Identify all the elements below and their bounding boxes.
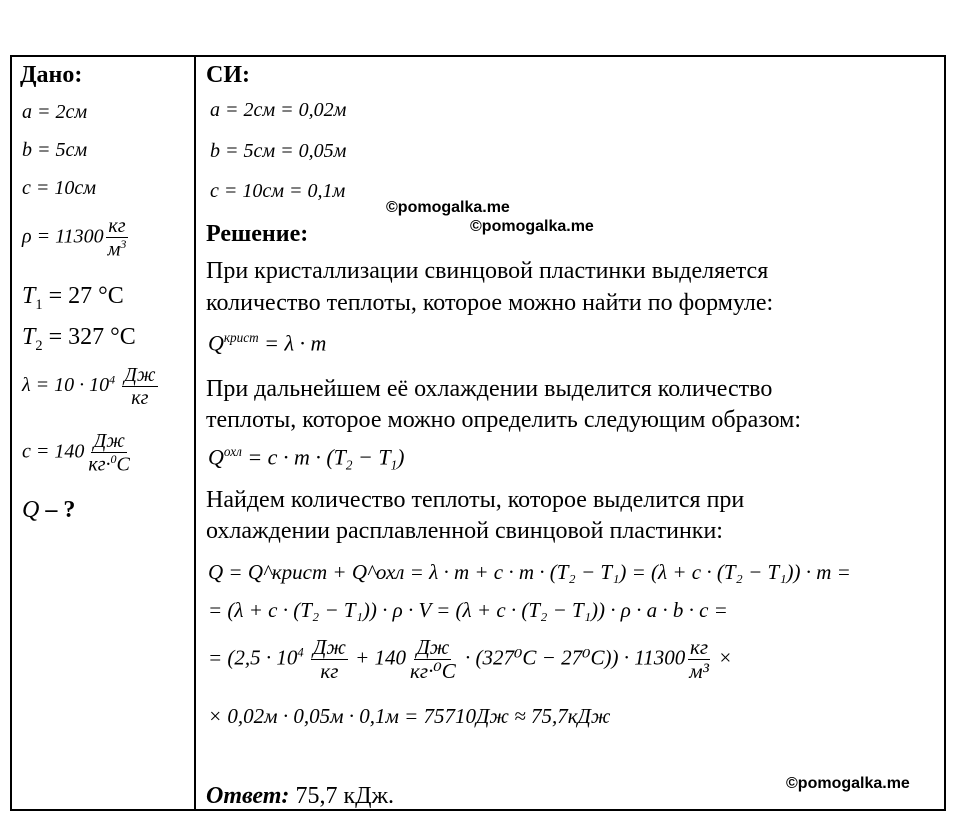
given-b: b = 5см — [22, 139, 88, 161]
eq3-frac1-num: Дж — [312, 635, 346, 659]
watermark-2: ©pomogalka.me — [470, 218, 594, 235]
given-c: c = 10см — [22, 177, 97, 199]
given-rho-lhs: ρ = 11300 — [22, 225, 104, 248]
eq3-part-c: · (327⁰С − 27⁰С)) · 11300 — [459, 645, 686, 670]
column-divider — [194, 55, 196, 811]
si-b: b = 5см = 0,05м — [210, 140, 347, 162]
solution-p3-line2: охлаждении расплавленной свинцовой пластинки: — [206, 518, 723, 544]
eq3-part-d: × — [712, 645, 733, 670]
eq3-frac2-num: Дж — [416, 635, 450, 659]
formula-cooling-end: ) — [397, 444, 405, 470]
given-find-q: Q — [22, 497, 40, 523]
answer — [206, 783, 394, 810]
given-c2 — [22, 430, 134, 476]
given-c2-den-a: кг· — [88, 453, 111, 476]
formula-cooling — [208, 444, 405, 474]
formula-cooling-sub1: 1 — [390, 457, 398, 473]
given-t1-sym: T — [22, 283, 36, 309]
eq3-part-a: = (2,5 · 10 — [208, 645, 298, 670]
eq3-frac3-den: м³ — [689, 659, 709, 684]
given-rho-num: кг — [108, 215, 126, 237]
solution-p1-line1: При кристаллизации свинцовой пластинки выделяется — [206, 258, 769, 284]
eq3-exp: 4 — [297, 645, 304, 660]
given-find-dash: – ? — [39, 497, 76, 523]
eq3-frac2-den: кг·⁰С — [410, 659, 456, 684]
given-t2-sub: 2 — [35, 337, 43, 354]
given-a: a = 2см — [22, 101, 88, 123]
given-lambda-lhs: λ = 10 · 10 — [22, 374, 110, 397]
given-lambda-den: кг — [131, 387, 149, 409]
equation-line-1: Q = Q^крист + Q^охл = λ · m + c · m · (T₂ − T₁) = (λ + c · (T₂ − T₁)) · m = — [208, 560, 851, 584]
si-a: a = 2см = 0,02м — [210, 99, 347, 121]
given-rho-den: м — [107, 238, 121, 261]
solution-title: Решение: — [206, 221, 309, 247]
given-c2-den-exp: 0 — [110, 452, 117, 466]
formula-cooling-rhs: = c · m · (T — [241, 444, 346, 470]
given-c2-num: Дж — [93, 430, 125, 452]
watermark-1: ©pomogalka.me — [386, 199, 510, 216]
formula-cooling-q: Q — [208, 444, 224, 470]
eq3-part-b: + 140 — [349, 645, 407, 670]
formula-cooling-mid: − T — [352, 444, 391, 470]
solution-p1-line2: количество теплоты, которое можно найти по формуле: — [206, 290, 774, 316]
answer-label: Ответ: — [206, 783, 290, 809]
si-title: СИ: — [206, 62, 250, 88]
given-t2-sym: T — [22, 324, 36, 350]
given-t1 — [22, 283, 124, 314]
formula-crystallization — [208, 330, 326, 356]
given-lambda-num: Дж — [124, 364, 156, 386]
formula-crystallization-sup: крист — [223, 330, 259, 345]
eq3-frac1-den: кг — [320, 659, 339, 684]
eq3-frac3-num: кг — [690, 635, 709, 659]
given-rho — [22, 215, 130, 261]
formula-cooling-sup: охл — [223, 444, 242, 459]
watermark-3: ©pomogalka.me — [786, 775, 910, 792]
given-t1-val: = 27 °С — [42, 283, 124, 309]
given-t2 — [22, 324, 136, 355]
answer-value: 75,7 кДж. — [289, 783, 395, 809]
given-lambda-exp: 4 — [109, 372, 116, 387]
given-c2-den-b: С — [116, 453, 130, 476]
solution-p2-line2: теплоты, которое можно определить следующим образом: — [206, 407, 802, 433]
solution-p2-line1: При дальнейшем её охлаждении выделится количество — [206, 376, 773, 402]
given-t2-val: = 327 °С — [42, 324, 136, 350]
given-rho-exp: 3 — [120, 237, 127, 251]
given-title: Дано: — [20, 62, 83, 88]
si-c: c = 10см = 0,1м — [210, 180, 346, 202]
solution-p3-line1: Найдем количество теплоты, которое выделится при — [206, 487, 745, 513]
given-t1-sub: 1 — [35, 296, 43, 313]
formula-crystallization-q: Q — [208, 330, 224, 356]
given-c2-lhs: c = 140 — [22, 440, 85, 463]
equation-line-4: × 0,02м · 0,05м · 0,1м = 75710Дж ≈ 75,7кДж — [208, 704, 611, 728]
given-find — [22, 497, 75, 524]
given-lambda — [22, 364, 160, 409]
formula-crystallization-rhs: = λ · m — [258, 330, 327, 356]
equation-line-2: = (λ + c · (T₂ − T₁)) · ρ · V = (λ + c · (T₂ − T₁)) · ρ · a · b · c = — [208, 598, 728, 622]
formula-cooling-sub2: 2 — [345, 457, 353, 473]
equation-line-3 — [208, 636, 732, 683]
